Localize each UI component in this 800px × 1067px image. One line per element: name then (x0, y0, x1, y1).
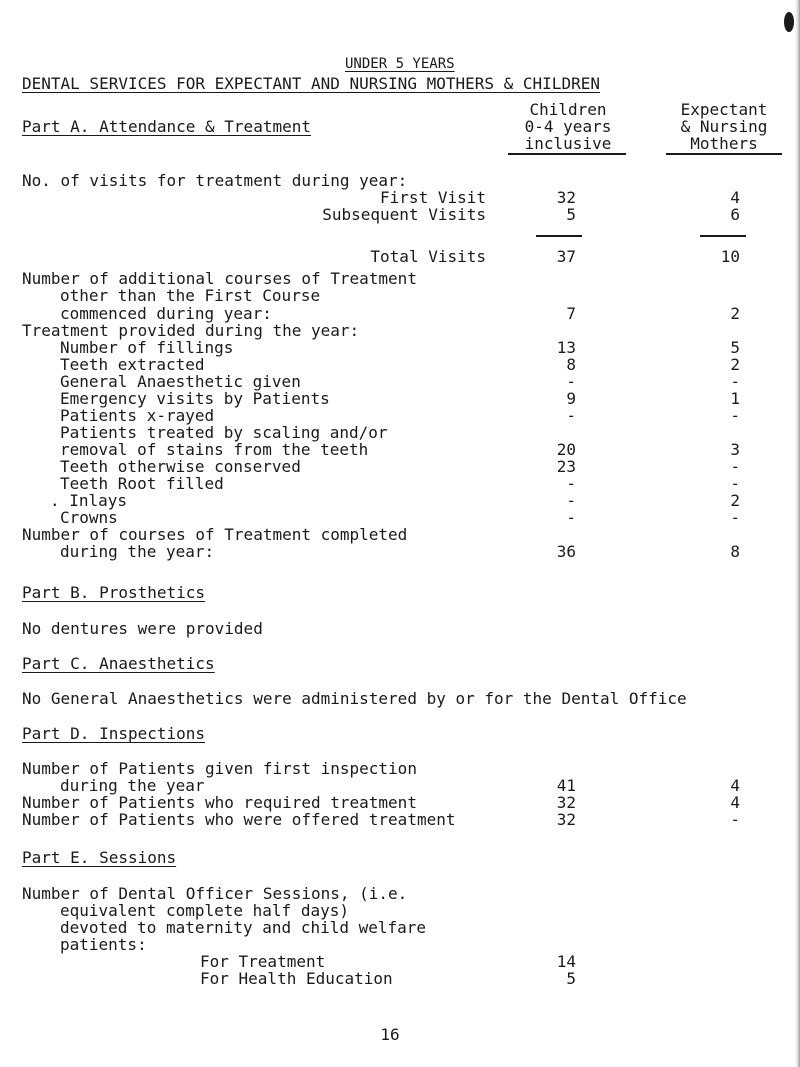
value-children: - (566, 406, 576, 425)
value-mothers: 1 (730, 389, 740, 408)
value-mothers: - (730, 508, 740, 527)
value-mothers: 6 (730, 205, 740, 224)
row-label: Patients x-rayed (60, 406, 215, 425)
value-mothers: 3 (730, 440, 740, 459)
part-c-text: No General Anaesthetics were administered by or for the Dental Office (22, 689, 687, 708)
value-children: 20 (556, 440, 576, 459)
col-children-line3: inclusive (524, 134, 612, 153)
row-label: First Visit (380, 188, 486, 207)
part-b-heading: Part B. Prosthetics (22, 583, 206, 602)
value-children: 13 (556, 338, 576, 357)
col-children-line1: Children (529, 100, 607, 119)
row-label: Number of additional courses of Treatment (22, 269, 417, 288)
value-children: 36 (556, 542, 576, 561)
row-label: Emergency visits by Patients (60, 389, 330, 408)
value-mothers: 4 (730, 776, 740, 795)
value-children: 23 (556, 457, 576, 476)
row-label: For Health Education (200, 969, 393, 988)
page-number: 16 (380, 1025, 400, 1044)
part-c-heading: Part C. Anaesthetics (22, 654, 215, 673)
row-label: Number of Patients who required treatment (22, 793, 417, 812)
value-children: 8 (566, 355, 576, 374)
value-children: 7 (566, 304, 576, 323)
value-mothers: - (730, 810, 740, 829)
value-children: - (566, 372, 576, 391)
value-mothers: 2 (730, 355, 740, 374)
row-label: Number of Patients who were offered treatment (22, 810, 456, 829)
row-label: Teeth Root filled (60, 474, 224, 493)
row-label: Total Visits (370, 247, 486, 266)
value-mothers: 4 (730, 793, 740, 812)
row-label: Teeth extracted (60, 355, 205, 374)
total-rule-children (536, 235, 582, 237)
value-children: 9 (566, 389, 576, 408)
col-mothers-line3: Mothers (690, 134, 758, 153)
row-label: Patients treated by scaling and/or (60, 423, 388, 442)
row-label: during the year: (60, 542, 215, 561)
value-mothers: 4 (730, 188, 740, 207)
value-sessions: 5 (566, 969, 576, 988)
col-children-underline (508, 153, 626, 155)
value-children: - (566, 474, 576, 493)
value-mothers: 8 (730, 542, 740, 561)
value-children: 5 (566, 205, 576, 224)
value-mothers: 2 (730, 491, 740, 510)
row-label: Number of fillings (60, 338, 234, 357)
row-label: . Inlays (50, 491, 128, 510)
value-mothers: 10 (720, 247, 740, 266)
value-children: 32 (556, 793, 576, 812)
col-mothers-underline (666, 153, 782, 155)
value-mothers: 2 (730, 304, 740, 323)
value-children: - (566, 491, 576, 510)
row-label: Subsequent Visits (322, 205, 486, 224)
row-label: Crowns (60, 508, 118, 527)
row-label: Number of courses of Treatment completed (22, 525, 408, 544)
part-a-heading: Part A. Attendance & Treatment (22, 117, 311, 136)
part-b-text: No dentures were provided (22, 619, 263, 638)
scan-edge-shadow (795, 0, 800, 1067)
value-mothers: - (730, 372, 740, 391)
value-children: 32 (556, 810, 576, 829)
part-e-line: Number of Dental Officer Sessions, (i.e. (22, 884, 408, 903)
part-e-line: devoted to maternity and child welfare (60, 918, 427, 937)
row-label: Teeth otherwise conserved (60, 457, 301, 476)
value-mothers: 5 (730, 338, 740, 357)
value-children: 32 (556, 188, 576, 207)
under-5-years-label: UNDER 5 YEARS (345, 56, 455, 72)
row-label: Treatment provided during the year: (22, 321, 360, 340)
document-title: DENTAL SERVICES FOR EXPECTANT AND NURSING MOTHERS & CHILDREN (22, 74, 600, 93)
row-label: For Treatment (200, 952, 326, 971)
value-children: 37 (556, 247, 576, 266)
row-label: other than the First Course (60, 286, 321, 305)
part-e-line: patients: (60, 935, 147, 954)
value-sessions: 14 (556, 952, 576, 971)
row-label: Number of Patients given first inspection (22, 759, 417, 778)
total-rule-mothers (700, 235, 746, 237)
row-label: commenced during year: (60, 304, 272, 323)
part-e-line: equivalent complete half days) (60, 901, 349, 920)
part-d-heading: Part D. Inspections (22, 724, 206, 743)
row-label: removal of stains from the teeth (60, 440, 369, 459)
part-e-heading: Part E. Sessions (22, 848, 177, 867)
value-children: 41 (556, 776, 576, 795)
binding-hole-mark (784, 12, 794, 32)
row-label: General Anaesthetic given (60, 372, 301, 391)
row-label: during the year (60, 776, 205, 795)
value-mothers: - (730, 406, 740, 425)
col-mothers-line2: & Nursing (680, 117, 768, 136)
value-mothers: - (730, 474, 740, 493)
row-label: No. of visits for treatment during year: (22, 171, 408, 190)
value-mothers: - (730, 457, 740, 476)
col-mothers-line1: Expectant (680, 100, 768, 119)
col-children-line2: 0-4 years (524, 117, 612, 136)
value-children: - (566, 508, 576, 527)
